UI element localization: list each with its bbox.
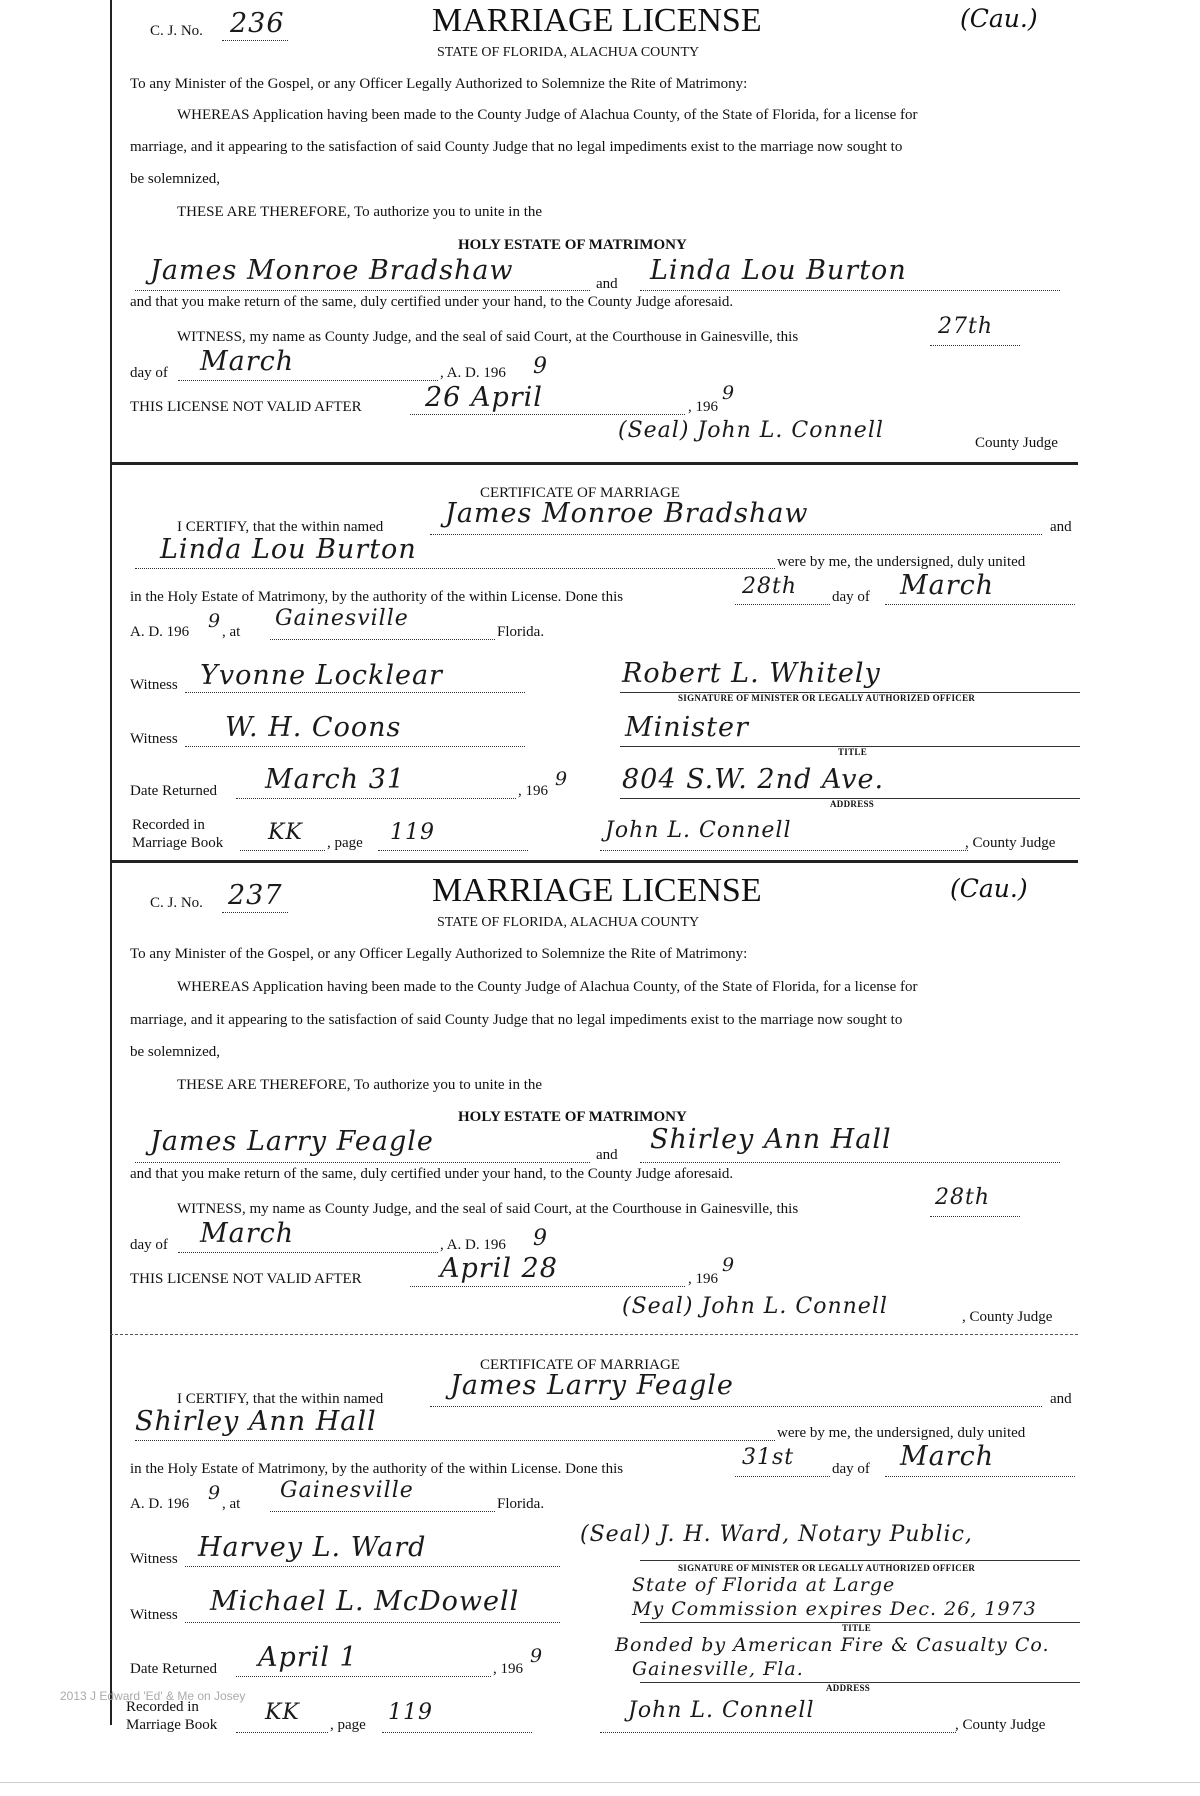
witness-1-name: Harvey L. Ward: [198, 1532, 427, 1563]
officer-signature: (Seal) J. H. Ward, Notary Public,: [580, 1522, 973, 1547]
cert-bride-line: [135, 1440, 775, 1441]
cert-place: Gainesville: [280, 1478, 414, 1503]
cj-label: C. J. No.: [150, 23, 203, 39]
page-line: [378, 850, 528, 851]
holy-estate-text: in the Holy Estate of Matrimony, by the authority of the within License. Done this: [130, 589, 624, 605]
day-of-label: day of: [832, 589, 870, 605]
whereas-line-1: WHEREAS Application having been made to the County Judge of Alachua County, of the State of Florida, for a license for: [177, 979, 918, 995]
corner-note: (Cau.): [950, 874, 1028, 903]
license-title: MARRIAGE LICENSE: [432, 2, 762, 39]
officer-line-4: Bonded by American Fire & Casualty Co.: [615, 1634, 1050, 1656]
witness-text: WITNESS, my name as County Judge, and the seal of said Court, at the Courthouse in Gainesville, this: [177, 1201, 799, 1217]
certificate-title: CERTIFICATE OF MARRIAGE: [480, 485, 680, 501]
witness-2-name: W. H. Coons: [225, 712, 402, 743]
month-line: [178, 1252, 438, 1253]
book-line: [236, 1732, 328, 1733]
book-value: KK: [268, 820, 303, 845]
ad-year-digit: 9: [208, 610, 222, 632]
signature-caption: SIGNATURE OF MINISTER OR LEGALLY AUTHORIZED OFFICER: [678, 693, 976, 703]
certify-text: I CERTIFY, that the within named: [177, 1391, 384, 1407]
witness-day: 28th: [935, 1185, 991, 1210]
county-judge-label: , County Judge: [955, 1717, 1046, 1733]
groom-name: James Larry Feagle: [150, 1126, 434, 1157]
marriage-book-label: Marriage Book: [126, 1717, 218, 1733]
witness-2-line: [185, 746, 525, 747]
title-caption: TITLE: [838, 747, 868, 757]
judge-signature: (Seal) John L. Connell: [618, 418, 884, 443]
returned-year: , 196: [493, 1661, 523, 1677]
return-text: and that you make return of the same, duly certified under your hand, to the County Judge aforesaid.: [130, 294, 734, 310]
ad-text: , A. D. 196: [440, 1237, 506, 1253]
witness-1-label: Witness: [130, 1551, 178, 1567]
page-label: , page: [327, 835, 363, 851]
return-text: and that you make return of the same, duly certified under your hand, to the County Judge aforesaid.: [130, 1166, 734, 1182]
license-month: March: [200, 1218, 295, 1249]
day-of-label: day of: [130, 1237, 168, 1253]
officer-line-2: State of Florida at Large: [632, 1574, 896, 1596]
united-text: were by me, the undersigned, duly united: [777, 1425, 1026, 1441]
county-judge-label: County Judge: [975, 435, 1058, 451]
cert-place: Gainesville: [275, 606, 409, 631]
returned-year-digit: 9: [555, 768, 569, 790]
date-returned-line: [236, 1676, 491, 1677]
certify-text: I CERTIFY, that the within named: [177, 519, 384, 535]
county-judge-label: , County Judge: [965, 835, 1056, 851]
officer-address: 804 S.W. 2nd Ave.: [622, 764, 885, 795]
therefore-text: THESE ARE THEREFORE, To authorize you to unite in the: [177, 1077, 543, 1093]
title-caption: TITLE: [842, 1623, 872, 1633]
page-label: , page: [330, 1717, 366, 1733]
cj-label: C. J. No.: [150, 895, 203, 911]
ad-label: A. D. 196: [130, 624, 190, 640]
not-valid-label: THIS LICENSE NOT VALID AFTER: [130, 399, 362, 415]
returned-year: , 196: [518, 783, 548, 799]
not-valid-line: [410, 414, 685, 415]
book-value: KK: [265, 1700, 300, 1725]
bride-line: [640, 290, 1060, 291]
license-year-digit: 9: [533, 354, 548, 379]
witness-1-label: Witness: [130, 677, 178, 693]
and-word: and: [596, 276, 618, 292]
license-month: March: [200, 346, 295, 377]
and-word: and: [1050, 1391, 1072, 1407]
holy-estate-text: in the Holy Estate of Matrimony, by the authority of the within License. Done this: [130, 1461, 624, 1477]
cert-bride: Shirley Ann Hall: [135, 1406, 377, 1437]
bride-name: Shirley Ann Hall: [650, 1124, 892, 1155]
county-judge-label: , County Judge: [962, 1309, 1053, 1325]
judge-line: [600, 1732, 956, 1733]
place-line: [270, 639, 495, 640]
bride-name: Linda Lou Burton: [650, 255, 907, 286]
book-line: [240, 850, 325, 851]
ad-label: A. D. 196: [130, 1496, 190, 1512]
at-label: , at: [222, 624, 241, 640]
witness-2-label: Witness: [130, 1607, 178, 1623]
page-value: 119: [390, 820, 435, 845]
florida-label: Florida.: [497, 624, 545, 640]
cert-bride-line: [135, 568, 775, 569]
not-valid-date: April 28: [440, 1253, 558, 1284]
cj-underline: [222, 40, 288, 41]
officer-signature: Robert L. Whitely: [622, 658, 881, 689]
recorded-in-label: Recorded in: [126, 1699, 199, 1715]
marriage-book-label: Marriage Book: [132, 835, 224, 851]
witness-1-line: [185, 692, 525, 693]
corner-note: (Cau.): [960, 4, 1038, 33]
whereas-line-2: marriage, and it appearing to the satisfaction of said County Judge that no legal impediments exist to the marriage now sought to: [130, 1012, 903, 1028]
not-valid-label: THIS LICENSE NOT VALID AFTER: [130, 1271, 362, 1287]
united-text: were by me, the undersigned, duly united: [777, 554, 1026, 570]
cert-groom-line: [430, 1406, 1042, 1407]
bride-line: [640, 1162, 1060, 1163]
separator-2: [110, 860, 1078, 863]
not-valid-line: [410, 1286, 685, 1287]
officer-title: Minister: [625, 712, 749, 743]
returned-year-digit: 9: [530, 1645, 544, 1667]
date-returned-line: [236, 798, 516, 799]
done-month: March: [900, 1441, 995, 1472]
witness-day-line: [930, 345, 1020, 346]
holy-estate-heading: HOLY ESTATE OF MATRIMONY: [458, 237, 687, 253]
witness-day-line: [930, 1216, 1020, 1217]
license-subtitle: STATE OF FLORIDA, ALACHUA COUNTY: [437, 45, 700, 60]
place-line: [270, 1511, 495, 1512]
officer-address: Gainesville, Fla.: [632, 1658, 804, 1680]
cj-number: 237: [228, 880, 283, 911]
separator-1: [110, 462, 1078, 465]
separator-3: [110, 1334, 1078, 1335]
witness-2-name: Michael L. McDowell: [210, 1586, 520, 1617]
date-returned-label: Date Returned: [130, 783, 218, 799]
witness-2-line: [185, 1622, 560, 1623]
cj-number: 236: [230, 8, 285, 39]
page-line: [382, 1732, 532, 1733]
cert-groom: James Larry Feagle: [450, 1370, 734, 1401]
ad-text: , A. D. 196: [440, 365, 506, 381]
officer-line-3: My Commission expires Dec. 26, 1973: [632, 1598, 1037, 1620]
license-title: MARRIAGE LICENSE: [432, 872, 762, 909]
cert-judge-signature: John L. Connell: [605, 818, 792, 843]
cj-underline: [222, 912, 288, 913]
intro-text: To any Minister of the Gospel, or any Officer Legally Authorized to Solemnize the Rite of Matrimony:: [130, 946, 748, 962]
whereas-line-1: WHEREAS Application having been made to the County Judge of Alachua County, of the State of Florida, for a license for: [177, 107, 918, 123]
address-caption: ADDRESS: [826, 1683, 871, 1693]
cert-bride: Linda Lou Burton: [160, 534, 417, 565]
bottom-edge-line: [0, 1782, 1200, 1783]
and-word: and: [1050, 519, 1072, 535]
holy-estate-heading: HOLY ESTATE OF MATRIMONY: [458, 1109, 687, 1125]
page-value: 119: [388, 1700, 433, 1725]
judge-line: [600, 850, 968, 851]
witness-1-name: Yvonne Locklear: [200, 660, 443, 691]
done-month: March: [900, 570, 995, 601]
witness-2-label: Witness: [130, 731, 178, 747]
groom-line: [135, 290, 590, 291]
not-valid-date: 26 April: [425, 382, 543, 413]
not-valid-year-digit: 9: [722, 382, 736, 404]
therefore-text: THESE ARE THEREFORE, To authorize you to unite in the: [177, 204, 543, 220]
officer-signature-line: [640, 1560, 1080, 1561]
not-valid-year: , 196: [688, 399, 718, 415]
recorded-in-label: Recorded in: [132, 817, 205, 833]
day-of-label: day of: [832, 1461, 870, 1477]
intro-text: To any Minister of the Gospel, or any Officer Legally Authorized to Solemnize the Rite of Matrimony:: [130, 76, 748, 92]
done-month-line: [885, 1476, 1075, 1477]
footer-credit: 2013 J Edward 'Ed' & Me on Josey: [60, 1689, 246, 1703]
and-word: and: [596, 1147, 618, 1163]
groom-name: James Monroe Bradshaw: [150, 255, 514, 286]
month-line: [178, 380, 438, 381]
date-returned-label: Date Returned: [130, 1661, 218, 1677]
cert-groom-line: [430, 534, 1042, 535]
judge-signature: (Seal) John L. Connell: [622, 1294, 888, 1319]
witness-text: WITNESS, my name as County Judge, and the seal of said Court, at the Courthouse in Gainesville, this: [177, 329, 799, 345]
whereas-line-2: marriage, and it appearing to the satisfaction of said County Judge that no legal impediments exist to the marriage now sought to: [130, 139, 903, 155]
witness-day: 27th: [938, 314, 994, 339]
florida-label: Florida.: [497, 1496, 545, 1512]
signature-caption: SIGNATURE OF MINISTER OR LEGALLY AUTHORIZED OFFICER: [678, 1563, 976, 1573]
witness-1-line: [185, 1566, 560, 1567]
done-day-line: [735, 1476, 830, 1477]
whereas-line-3: be solemnized,: [130, 1044, 220, 1060]
date-returned-value: March 31: [265, 764, 406, 795]
date-returned-value: April 1: [258, 1642, 358, 1673]
done-day-line: [735, 604, 830, 605]
day-of-label: day of: [130, 365, 168, 381]
address-caption: ADDRESS: [830, 799, 875, 809]
cert-groom: James Monroe Bradshaw: [445, 498, 809, 529]
license-year-digit: 9: [533, 1226, 548, 1251]
certificate-title: CERTIFICATE OF MARRIAGE: [480, 1357, 680, 1373]
at-label: , at: [222, 1496, 241, 1512]
cert-judge-signature: John L. Connell: [628, 1698, 815, 1723]
groom-line: [135, 1162, 590, 1163]
whereas-line-3: be solemnized,: [130, 171, 220, 187]
done-month-line: [885, 604, 1075, 605]
ad-year-digit: 9: [208, 1482, 222, 1504]
license-subtitle: STATE OF FLORIDA, ALACHUA COUNTY: [437, 915, 700, 930]
not-valid-year-digit: 9: [722, 1254, 736, 1276]
done-day: 31st: [742, 1445, 795, 1470]
done-day: 28th: [742, 574, 798, 599]
not-valid-year: , 196: [688, 1271, 718, 1287]
